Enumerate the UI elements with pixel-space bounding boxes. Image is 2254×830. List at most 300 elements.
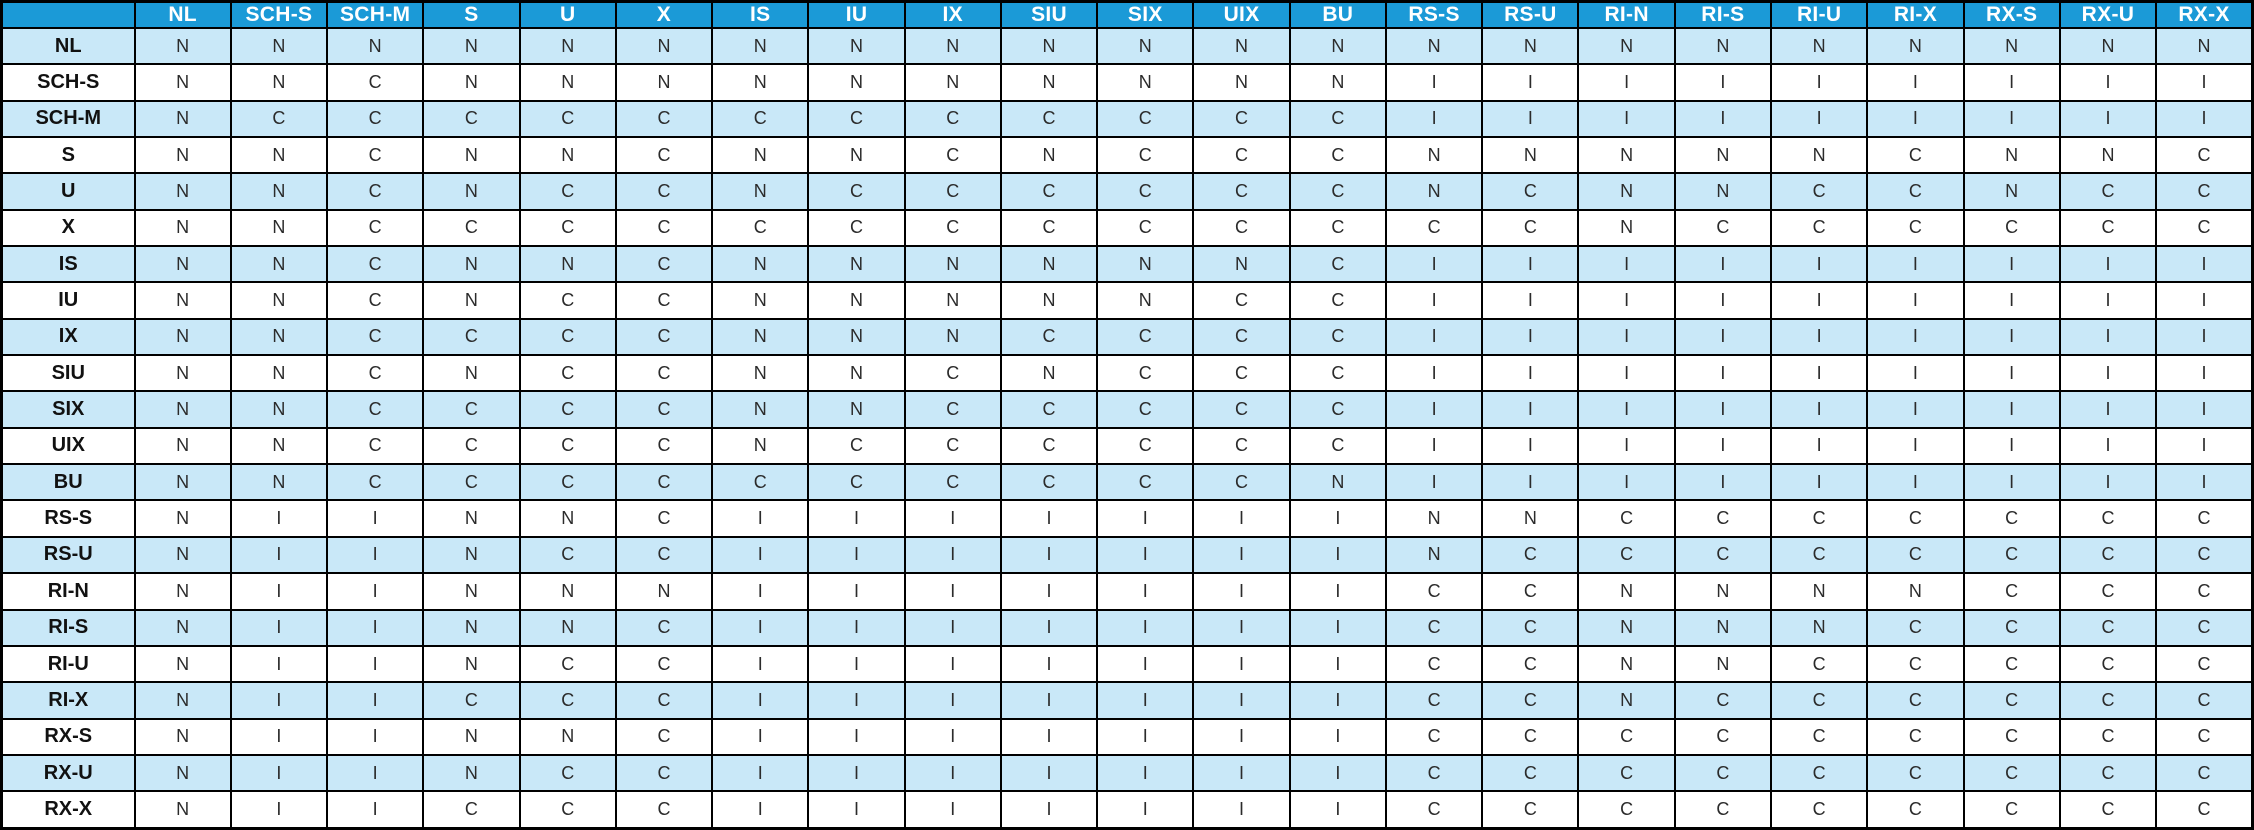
- row-header: RI-S: [2, 610, 135, 646]
- matrix-cell: C: [520, 464, 616, 500]
- matrix-cell: I: [231, 791, 327, 828]
- matrix-cell: C: [905, 210, 1001, 246]
- matrix-cell: I: [2156, 319, 2252, 355]
- matrix-cell: C: [520, 682, 616, 718]
- column-header: UIX: [1193, 2, 1289, 29]
- row-header: S: [2, 137, 135, 173]
- matrix-cell: I: [1482, 391, 1578, 427]
- matrix-cell: C: [1482, 610, 1578, 646]
- matrix-cell: N: [231, 391, 327, 427]
- matrix-cell: I: [1097, 573, 1193, 609]
- table-body: [2, 28, 2253, 829]
- matrix-cell: I: [712, 719, 808, 755]
- matrix-cell: I: [712, 537, 808, 573]
- matrix-cell: C: [905, 101, 1001, 137]
- matrix-cell: I: [1290, 537, 1386, 573]
- matrix-cell: C: [616, 682, 712, 718]
- matrix-cell: C: [616, 719, 712, 755]
- column-header: IX: [905, 2, 1001, 29]
- column-header: BU: [1290, 2, 1386, 29]
- matrix-cell: N: [135, 500, 231, 536]
- matrix-cell: C: [2156, 173, 2252, 209]
- matrix-cell: C: [1290, 210, 1386, 246]
- matrix-cell: C: [1964, 210, 2060, 246]
- matrix-cell: I: [1386, 355, 1482, 391]
- matrix-cell: C: [1386, 646, 1482, 682]
- matrix-cell: C: [1771, 173, 1867, 209]
- matrix-cell: N: [1386, 537, 1482, 573]
- matrix-cell: I: [327, 682, 423, 718]
- matrix-cell: I: [327, 537, 423, 573]
- matrix-cell: N: [423, 646, 519, 682]
- matrix-cell: I: [712, 573, 808, 609]
- matrix-cell: I: [905, 573, 1001, 609]
- matrix-cell: N: [1386, 137, 1482, 173]
- matrix-cell: C: [616, 500, 712, 536]
- matrix-cell: C: [616, 173, 712, 209]
- matrix-cell: N: [231, 137, 327, 173]
- matrix-cell: C: [808, 210, 904, 246]
- matrix-cell: I: [1097, 610, 1193, 646]
- matrix-cell: C: [423, 391, 519, 427]
- matrix-cell: C: [327, 101, 423, 137]
- row-header: SIU: [2, 355, 135, 391]
- matrix-cell: C: [808, 101, 904, 137]
- matrix-cell: I: [2156, 355, 2252, 391]
- matrix-cell: C: [1193, 428, 1289, 464]
- matrix-cell: I: [1386, 464, 1482, 500]
- matrix-cell: N: [135, 101, 231, 137]
- matrix-cell: C: [2156, 682, 2252, 718]
- row-header: U: [2, 173, 135, 209]
- matrix-cell: N: [905, 246, 1001, 282]
- matrix-cell: C: [1482, 682, 1578, 718]
- matrix-cell: C: [616, 755, 712, 791]
- matrix-cell: C: [1867, 791, 1963, 828]
- matrix-cell: C: [1867, 719, 1963, 755]
- table-row: [2, 537, 2253, 573]
- matrix-cell: C: [712, 464, 808, 500]
- matrix-cell: N: [808, 282, 904, 318]
- matrix-cell: N: [520, 64, 616, 100]
- matrix-cell: C: [1964, 719, 2060, 755]
- matrix-cell: C: [2156, 610, 2252, 646]
- column-header: NL: [135, 2, 231, 29]
- matrix-cell: I: [1482, 355, 1578, 391]
- matrix-cell: C: [1771, 537, 1867, 573]
- matrix-cell: I: [1867, 101, 1963, 137]
- matrix-cell: I: [712, 755, 808, 791]
- matrix-cell: I: [1867, 319, 1963, 355]
- matrix-cell: N: [423, 755, 519, 791]
- matrix-cell: C: [1097, 319, 1193, 355]
- matrix-cell: N: [135, 137, 231, 173]
- matrix-cell: N: [520, 137, 616, 173]
- matrix-cell: N: [423, 573, 519, 609]
- matrix-cell: C: [1675, 682, 1771, 718]
- matrix-cell: N: [1097, 64, 1193, 100]
- matrix-cell: N: [808, 64, 904, 100]
- matrix-cell: N: [135, 210, 231, 246]
- matrix-cell: I: [1290, 500, 1386, 536]
- matrix-cell: I: [327, 500, 423, 536]
- matrix-cell: I: [1386, 391, 1482, 427]
- matrix-cell: C: [327, 64, 423, 100]
- matrix-cell: I: [1001, 755, 1097, 791]
- matrix-cell: C: [1001, 464, 1097, 500]
- matrix-cell: I: [2060, 319, 2156, 355]
- matrix-cell: C: [327, 282, 423, 318]
- matrix-cell: N: [808, 355, 904, 391]
- matrix-cell: N: [1482, 500, 1578, 536]
- matrix-cell: N: [808, 319, 904, 355]
- matrix-cell: C: [616, 791, 712, 828]
- matrix-cell: C: [1771, 791, 1867, 828]
- matrix-cell: N: [1001, 282, 1097, 318]
- matrix-cell: C: [905, 137, 1001, 173]
- matrix-cell: I: [1386, 64, 1482, 100]
- matrix-cell: C: [1097, 137, 1193, 173]
- matrix-cell: C: [2060, 755, 2156, 791]
- matrix-cell: I: [712, 500, 808, 536]
- matrix-cell: N: [231, 282, 327, 318]
- matrix-cell: C: [423, 210, 519, 246]
- matrix-cell: C: [1964, 500, 2060, 536]
- matrix-cell: N: [905, 282, 1001, 318]
- matrix-cell: C: [616, 137, 712, 173]
- matrix-cell: N: [1193, 64, 1289, 100]
- matrix-cell: C: [1001, 101, 1097, 137]
- matrix-cell: C: [1097, 464, 1193, 500]
- matrix-cell: C: [1867, 210, 1963, 246]
- matrix-cell: N: [423, 137, 519, 173]
- table-row: [2, 500, 2253, 536]
- matrix-cell: I: [1578, 319, 1674, 355]
- matrix-cell: C: [1386, 210, 1482, 246]
- matrix-cell: I: [1386, 101, 1482, 137]
- matrix-cell: C: [1867, 755, 1963, 791]
- matrix-cell: I: [808, 537, 904, 573]
- matrix-cell: C: [1867, 137, 1963, 173]
- matrix-cell: N: [231, 319, 327, 355]
- matrix-cell: I: [1386, 246, 1482, 282]
- matrix-cell: N: [1097, 282, 1193, 318]
- matrix-cell: N: [1675, 173, 1771, 209]
- matrix-cell: N: [135, 610, 231, 646]
- matrix-cell: I: [1001, 719, 1097, 755]
- row-header: UIX: [2, 428, 135, 464]
- matrix-cell: N: [1001, 64, 1097, 100]
- matrix-cell: N: [1578, 210, 1674, 246]
- matrix-cell: I: [2156, 428, 2252, 464]
- matrix-cell: N: [808, 391, 904, 427]
- matrix-cell: I: [1290, 610, 1386, 646]
- matrix-cell: N: [1867, 573, 1963, 609]
- matrix-cell: I: [1867, 64, 1963, 100]
- table-row: [2, 173, 2253, 209]
- matrix-cell: I: [1964, 355, 2060, 391]
- matrix-cell: I: [1675, 64, 1771, 100]
- row-header: RI-U: [2, 646, 135, 682]
- matrix-cell: I: [327, 755, 423, 791]
- matrix-cell: C: [1001, 391, 1097, 427]
- matrix-cell: C: [616, 646, 712, 682]
- matrix-cell: C: [1386, 719, 1482, 755]
- matrix-cell: N: [135, 173, 231, 209]
- column-header: S: [423, 2, 519, 29]
- matrix-cell: I: [1193, 719, 1289, 755]
- matrix-cell: C: [1771, 719, 1867, 755]
- table-row: [2, 246, 2253, 282]
- column-header: RX-X: [2156, 2, 2252, 29]
- matrix-cell: C: [2060, 610, 2156, 646]
- matrix-cell: N: [231, 210, 327, 246]
- matrix-cell: I: [808, 646, 904, 682]
- matrix-cell: C: [2156, 755, 2252, 791]
- matrix-cell: C: [616, 282, 712, 318]
- matrix-cell: I: [2156, 464, 2252, 500]
- matrix-cell: I: [1290, 719, 1386, 755]
- matrix-cell: I: [1771, 101, 1867, 137]
- matrix-cell: I: [1771, 246, 1867, 282]
- matrix-cell: N: [423, 28, 519, 64]
- matrix-cell: I: [712, 646, 808, 682]
- matrix-cell: I: [1578, 428, 1674, 464]
- matrix-cell: C: [327, 464, 423, 500]
- matrix-cell: C: [905, 464, 1001, 500]
- matrix-cell: C: [1771, 210, 1867, 246]
- matrix-cell: C: [1193, 355, 1289, 391]
- matrix-cell: I: [905, 682, 1001, 718]
- matrix-cell: I: [808, 755, 904, 791]
- matrix-cell: I: [2060, 391, 2156, 427]
- matrix-cell: N: [135, 246, 231, 282]
- matrix-cell: N: [1675, 137, 1771, 173]
- matrix-cell: N: [135, 646, 231, 682]
- matrix-cell: C: [1001, 428, 1097, 464]
- matrix-cell: C: [2156, 646, 2252, 682]
- matrix-cell: N: [1771, 137, 1867, 173]
- matrix-cell: I: [1675, 319, 1771, 355]
- matrix-cell: N: [1290, 28, 1386, 64]
- matrix-cell: I: [1675, 101, 1771, 137]
- matrix-cell: I: [1578, 464, 1674, 500]
- matrix-cell: I: [1964, 464, 2060, 500]
- matrix-cell: I: [1675, 464, 1771, 500]
- matrix-cell: N: [135, 64, 231, 100]
- matrix-cell: N: [423, 719, 519, 755]
- matrix-cell: N: [712, 428, 808, 464]
- matrix-cell: I: [1482, 428, 1578, 464]
- row-header: BU: [2, 464, 135, 500]
- matrix-cell: I: [2060, 282, 2156, 318]
- matrix-cell: C: [1001, 210, 1097, 246]
- matrix-cell: N: [231, 428, 327, 464]
- matrix-cell: N: [135, 755, 231, 791]
- matrix-cell: C: [1867, 646, 1963, 682]
- matrix-cell: C: [905, 355, 1001, 391]
- matrix-cell: C: [1097, 210, 1193, 246]
- matrix-cell: I: [808, 610, 904, 646]
- matrix-cell: N: [1386, 500, 1482, 536]
- matrix-cell: I: [1290, 791, 1386, 828]
- matrix-cell: I: [1578, 246, 1674, 282]
- matrix-cell: N: [1386, 173, 1482, 209]
- matrix-cell: I: [327, 646, 423, 682]
- matrix-cell: C: [520, 319, 616, 355]
- matrix-cell: I: [1193, 573, 1289, 609]
- matrix-cell: I: [1771, 64, 1867, 100]
- matrix-cell: I: [1097, 646, 1193, 682]
- matrix-cell: C: [1482, 173, 1578, 209]
- matrix-cell: C: [2156, 500, 2252, 536]
- matrix-cell: N: [712, 28, 808, 64]
- matrix-cell: N: [905, 319, 1001, 355]
- matrix-cell: I: [1193, 537, 1289, 573]
- matrix-cell: C: [1290, 173, 1386, 209]
- matrix-cell: N: [1097, 246, 1193, 282]
- column-header: SCH-M: [327, 2, 423, 29]
- matrix-cell: N: [135, 573, 231, 609]
- matrix-cell: N: [712, 246, 808, 282]
- matrix-cell: N: [712, 391, 808, 427]
- matrix-cell: I: [1097, 719, 1193, 755]
- matrix-cell: I: [2060, 101, 2156, 137]
- row-header: X: [2, 210, 135, 246]
- table-row: [2, 28, 2253, 64]
- matrix-cell: I: [1578, 101, 1674, 137]
- matrix-cell: N: [231, 64, 327, 100]
- matrix-cell: C: [1771, 755, 1867, 791]
- matrix-cell: C: [2156, 573, 2252, 609]
- matrix-cell: C: [1290, 282, 1386, 318]
- matrix-cell: I: [1001, 573, 1097, 609]
- matrix-cell: I: [2060, 246, 2156, 282]
- matrix-cell: I: [712, 610, 808, 646]
- matrix-cell: I: [2156, 391, 2252, 427]
- matrix-cell: N: [1578, 610, 1674, 646]
- matrix-cell: N: [616, 64, 712, 100]
- matrix-cell: N: [712, 137, 808, 173]
- matrix-cell: N: [808, 137, 904, 173]
- matrix-cell: N: [231, 173, 327, 209]
- matrix-cell: N: [808, 28, 904, 64]
- row-header: IS: [2, 246, 135, 282]
- matrix-cell: N: [520, 500, 616, 536]
- matrix-cell: C: [327, 210, 423, 246]
- matrix-cell: N: [1675, 610, 1771, 646]
- matrix-cell: C: [616, 537, 712, 573]
- table-row: [2, 101, 2253, 137]
- matrix-cell: N: [1097, 28, 1193, 64]
- matrix-cell: N: [231, 355, 327, 391]
- matrix-cell: C: [1771, 500, 1867, 536]
- matrix-cell: C: [520, 391, 616, 427]
- table-row: [2, 137, 2253, 173]
- matrix-cell: C: [2060, 500, 2156, 536]
- matrix-cell: C: [1578, 500, 1674, 536]
- matrix-cell: C: [1867, 500, 1963, 536]
- matrix-cell: I: [808, 791, 904, 828]
- matrix-cell: N: [808, 246, 904, 282]
- matrix-cell: I: [905, 719, 1001, 755]
- matrix-cell: I: [231, 537, 327, 573]
- matrix-cell: N: [423, 610, 519, 646]
- matrix-cell: I: [1964, 246, 2060, 282]
- matrix-cell: I: [1482, 101, 1578, 137]
- matrix-cell: I: [231, 755, 327, 791]
- matrix-cell: I: [1001, 610, 1097, 646]
- matrix-cell: C: [616, 464, 712, 500]
- matrix-cell: N: [135, 464, 231, 500]
- matrix-cell: C: [1482, 537, 1578, 573]
- matrix-cell: C: [423, 101, 519, 137]
- matrix-cell: N: [520, 246, 616, 282]
- matrix-cell: N: [135, 791, 231, 828]
- matrix-cell: C: [1867, 682, 1963, 718]
- matrix-cell: I: [1001, 646, 1097, 682]
- matrix-cell: I: [2156, 282, 2252, 318]
- matrix-cell: I: [327, 573, 423, 609]
- matrix-cell: C: [616, 428, 712, 464]
- matrix-cell: C: [520, 755, 616, 791]
- matrix-cell: C: [423, 319, 519, 355]
- matrix-cell: N: [1578, 573, 1674, 609]
- row-header: RI-N: [2, 573, 135, 609]
- matrix-cell: I: [808, 682, 904, 718]
- matrix-cell: C: [1097, 355, 1193, 391]
- row-header: SCH-S: [2, 64, 135, 100]
- matrix-cell: C: [1193, 464, 1289, 500]
- column-header: IU: [808, 2, 904, 29]
- matrix-cell: C: [1964, 646, 2060, 682]
- matrix-cell: C: [520, 282, 616, 318]
- matrix-cell: I: [1964, 428, 2060, 464]
- matrix-cell: N: [135, 537, 231, 573]
- table-row: [2, 428, 2253, 464]
- matrix-cell: I: [1578, 391, 1674, 427]
- matrix-cell: C: [520, 210, 616, 246]
- matrix-cell: C: [1675, 791, 1771, 828]
- matrix-cell: C: [1193, 137, 1289, 173]
- matrix-cell: N: [231, 28, 327, 64]
- table-row: [2, 464, 2253, 500]
- matrix-cell: C: [905, 391, 1001, 427]
- matrix-cell: N: [1578, 682, 1674, 718]
- matrix-cell: N: [712, 173, 808, 209]
- matrix-cell: I: [2156, 101, 2252, 137]
- matrix-cell: N: [135, 428, 231, 464]
- matrix-cell: C: [1482, 646, 1578, 682]
- matrix-cell: I: [1964, 319, 2060, 355]
- matrix-cell: I: [712, 791, 808, 828]
- matrix-cell: I: [1001, 791, 1097, 828]
- matrix-cell: C: [1964, 537, 2060, 573]
- matrix-cell: N: [135, 682, 231, 718]
- matrix-cell: I: [327, 610, 423, 646]
- matrix-cell: C: [2060, 210, 2156, 246]
- matrix-cell: C: [905, 173, 1001, 209]
- matrix-cell: N: [135, 719, 231, 755]
- matrix-cell: N: [423, 282, 519, 318]
- matrix-cell: C: [1964, 610, 2060, 646]
- matrix-cell: C: [616, 355, 712, 391]
- matrix-cell: I: [1290, 646, 1386, 682]
- matrix-cell: C: [1771, 646, 1867, 682]
- matrix-cell: C: [2156, 791, 2252, 828]
- column-header: SCH-S: [231, 2, 327, 29]
- matrix-cell: C: [712, 101, 808, 137]
